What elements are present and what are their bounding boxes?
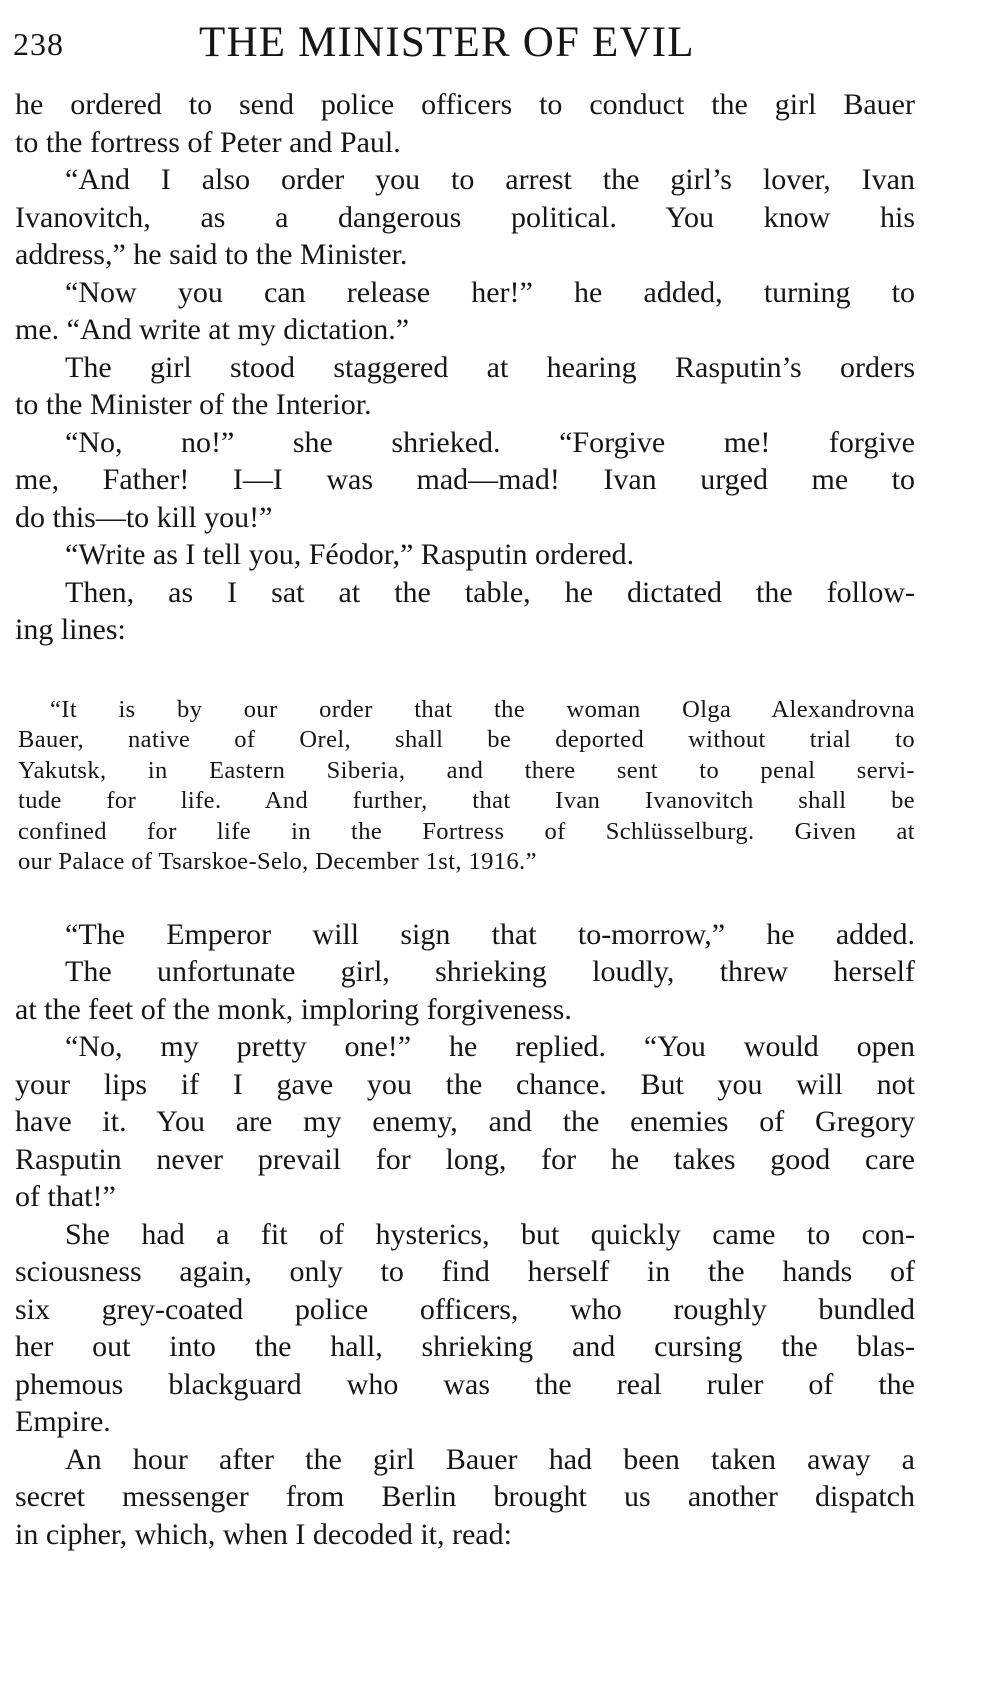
running-title: THE MINISTER OF EVIL: [199, 19, 695, 66]
text-line: of that!”: [15, 1180, 116, 1213]
text-line: me, Father! I—I was mad—mad! Ivan urged me to: [15, 463, 915, 496]
text-line: at the feet of the monk, imploring forgiveness.: [15, 992, 572, 1026]
text-line: The girl stood staggered at hearing Rasputin’s orders: [65, 350, 915, 384]
text-line: “And I also order you to arrest the girl’s lover, Ivan: [65, 163, 915, 196]
narrative-block-2: [15, 916, 915, 1554]
quote-line: tude for life. And further, that Ivan Ivanovitch shall be: [18, 787, 915, 814]
text-line: to the Minister of the Interior.: [15, 388, 372, 421]
narrative-block-1: [15, 86, 915, 649]
text-line: her out into the hall, shrieking and cursing the blas-: [15, 1330, 915, 1363]
text-line: “Write as I tell you, Féodor,” Rasputin ordered.: [65, 538, 635, 571]
text-line: do this—to kill you!”: [15, 500, 273, 534]
text-line: secret messenger from Berlin brought us another dispatch: [15, 1480, 915, 1513]
page-header: [13, 18, 913, 78]
text-line: have it. You are my enemy, and the enemies of Gregory: [15, 1105, 915, 1138]
text-line: me. “And write at my dictation.”: [15, 313, 410, 346]
text-line: he ordered to send police officers to conduct the girl Bauer: [15, 88, 915, 121]
text-line: Then, as I sat at the table, he dictated the follow-: [65, 575, 915, 609]
text-line: The unfortunate girl, shrieking loudly, threw herself: [65, 955, 915, 988]
text-line: “Now you can release her!” he added, turning to: [65, 275, 915, 309]
text-line: sciousness again, only to find herself in the hands of: [15, 1255, 915, 1288]
text-line: “No, my pretty one!” he replied. “You would open: [65, 1030, 915, 1063]
text-line: in cipher, which, when I decoded it, read:: [15, 1517, 512, 1551]
quote-line: “It is by our order that the woman Olga Alexandrovna: [50, 695, 915, 723]
text-line: to the fortress of Peter and Paul.: [15, 125, 401, 159]
quote-line: our Palace of Tsarskoe-Selo, December 1st, 1916.”: [18, 848, 537, 875]
imperial-order-quote: [15, 695, 915, 878]
quote-line: Bauer, native of Orel, shall be deported without trial to: [18, 726, 915, 753]
text-line: your lips if I gave you the chance. But you will not: [15, 1067, 915, 1101]
text-line: “The Emperor will sign that to-morrow,” he added.: [65, 917, 915, 951]
text-line: “No, no!” she shrieked. “Forgive me! forgive: [65, 425, 915, 459]
body-text: [15, 86, 915, 1553]
text-line: address,” he said to the Minister.: [15, 238, 408, 271]
text-line: ing lines:: [15, 613, 126, 646]
text-line: phemous blackguard who was the real ruler of the: [15, 1367, 915, 1401]
text-line: Rasputin never prevail for long, for he takes good care: [15, 1142, 915, 1176]
quote-line: Yakutsk, in Eastern Siberia, and there sent to penal servi-: [18, 756, 915, 784]
text-line: six grey-coated police officers, who roughly bundled: [15, 1292, 915, 1326]
text-line: Empire.: [15, 1405, 111, 1438]
text-line: Ivanovitch, as a dangerous political. You know his: [15, 200, 915, 234]
quote-line: confined for life in the Fortress of Schlüsselburg. Given at: [18, 817, 915, 845]
text-line: An hour after the girl Bauer had been taken away a: [65, 1442, 915, 1476]
text-line: She had a fit of hysterics, but quickly came to con-: [65, 1217, 915, 1251]
page-number: 238: [13, 26, 64, 62]
